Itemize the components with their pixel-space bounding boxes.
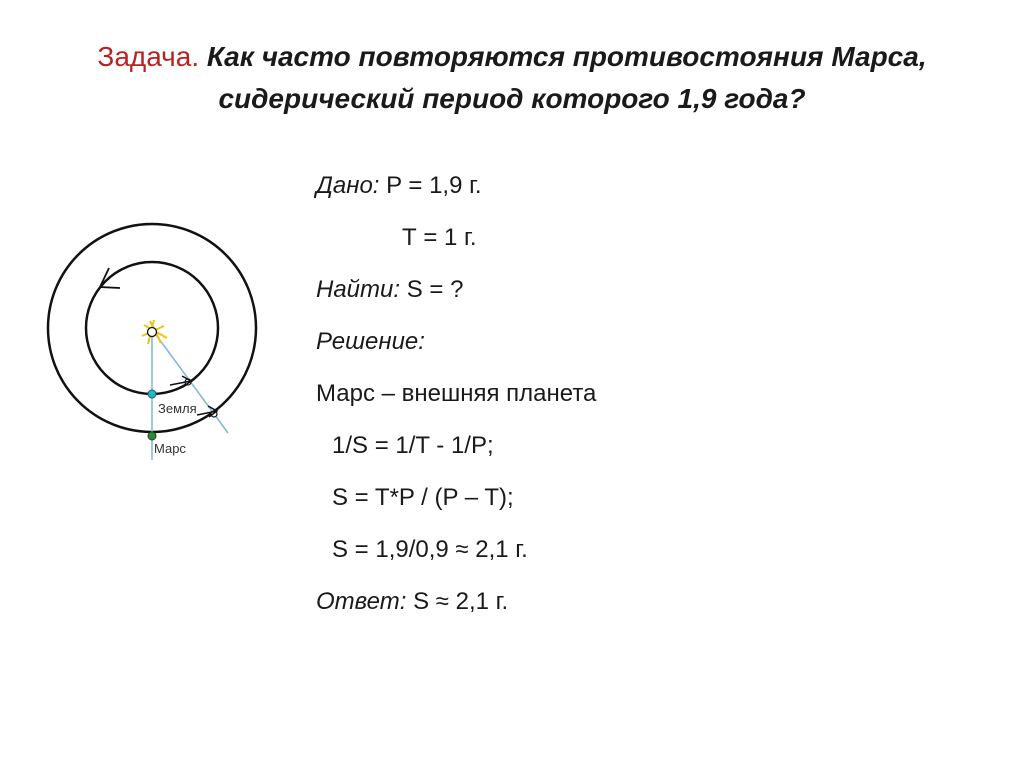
earth-marker — [148, 390, 156, 398]
sun-icon — [142, 320, 167, 344]
orbit-diagram — [30, 210, 290, 480]
given-label: Дано: — [316, 172, 380, 199]
find-line — [316, 276, 463, 304]
formula-1: 1/S = 1/T - 1/P; — [332, 432, 494, 459]
question-line-2: сидерический период которого 1,9 года? — [218, 83, 806, 114]
title-line-2 — [0, 78, 1024, 120]
question-line-1: Как часто повторяются противостояния Марса, — [206, 41, 927, 72]
given-t: Т = 1 г. — [402, 224, 477, 251]
mars-marker — [148, 432, 156, 440]
title-line-1 — [0, 36, 1024, 78]
answer-label: Ответ: — [316, 588, 407, 615]
slide-title — [0, 36, 1024, 120]
find-value: S = ? — [406, 276, 464, 303]
formula-3: S = 1,9/0,9 ≈ 2,1 г. — [332, 536, 528, 563]
orbit-diagram-svg — [30, 210, 290, 480]
mars-label: Марс — [154, 441, 186, 456]
answer-value: S ≈ 2,1 г. — [413, 588, 509, 615]
task-word: Задача. — [97, 41, 200, 72]
find-label: Найти: — [316, 276, 401, 303]
given-p: P = 1,9 г. — [386, 172, 482, 199]
formula-2: S = T*P / (P – T); — [332, 484, 514, 511]
outer-planet-line: Марс – внешняя планета — [316, 380, 597, 407]
earth-label: Земля — [158, 401, 197, 416]
solution-label: Решение: — [316, 328, 425, 355]
given-line — [316, 172, 482, 200]
answer-line — [316, 588, 508, 616]
